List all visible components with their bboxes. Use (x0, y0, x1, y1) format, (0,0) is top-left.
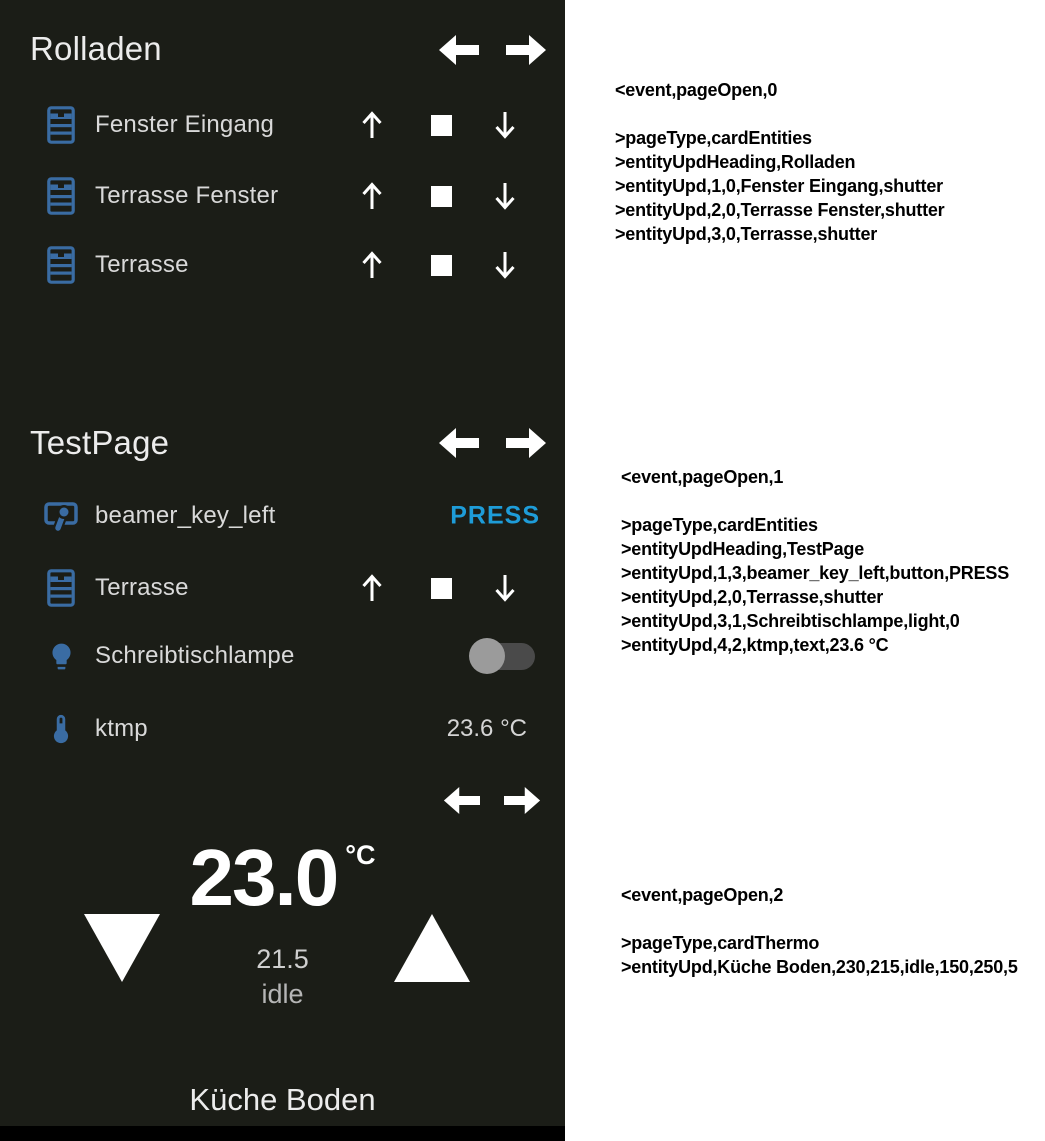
shutter-up-button[interactable] (355, 179, 389, 213)
current-temperature (0, 832, 565, 924)
entity-row (0, 168, 565, 224)
stop-square-icon (431, 578, 452, 599)
hvac-state: idle (261, 979, 304, 1009)
log-line: >entityUpdHeading,TestPage (621, 539, 865, 559)
entity-label: Fenster Eingang (95, 111, 275, 138)
window-shutter-icon (43, 176, 79, 216)
protocol-log (565, 0, 1045, 1141)
up-arrow-icon (359, 109, 385, 141)
log-line: >entityUpd,1,3,beamer_key_left,button,PRESS (621, 563, 1010, 583)
down-arrow-icon (492, 249, 518, 281)
up-arrow-icon (359, 249, 385, 281)
shutter-up-button[interactable] (355, 108, 389, 142)
shutter-up-button[interactable] (355, 571, 389, 605)
entity-label: Terrasse Fenster (95, 182, 279, 209)
entity-label: ktmp (95, 715, 148, 742)
page-next-button[interactable] (506, 427, 547, 459)
shutter-down-button[interactable] (488, 248, 522, 282)
entity-label: Terrasse (95, 574, 189, 601)
shutter-down-button[interactable] (488, 179, 522, 213)
shutter-stop-button[interactable] (424, 179, 458, 213)
log-line: >pageType,cardEntities (615, 128, 812, 148)
log-line: >entityUpdHeading,Rolladen (615, 152, 856, 172)
log-event-line: <event,pageOpen,2 (621, 885, 784, 905)
log-line: >pageType,cardEntities (621, 515, 818, 535)
shutter-stop-button[interactable] (424, 248, 458, 282)
page-prev-button[interactable] (438, 34, 479, 66)
entity-row (0, 97, 565, 153)
log-line: >entityUpd,Küche Boden,230,215,idle,150,250,5 (621, 957, 1018, 977)
page-next-button[interactable] (506, 34, 547, 66)
log-block-page0 (615, 78, 945, 246)
log-block-page2 (621, 883, 1018, 979)
shutter-down-button[interactable] (488, 108, 522, 142)
arrow-right-icon (504, 784, 541, 817)
page-next-button[interactable] (504, 784, 541, 817)
arrow-left-icon (438, 427, 479, 459)
window-shutter-icon (43, 245, 79, 285)
stop-square-icon (431, 255, 452, 276)
toggle-knob (469, 638, 505, 674)
log-line: >entityUpd,3,0,Terrasse,shutter (615, 224, 878, 244)
up-arrow-icon (359, 572, 385, 604)
entity-label: Terrasse (95, 251, 189, 278)
entity-row (0, 560, 565, 616)
stop-square-icon (431, 186, 452, 207)
thermostat-title: Küche Boden (189, 1082, 376, 1117)
window-shutter-icon (43, 568, 79, 608)
log-gap (621, 489, 1009, 513)
temperature-unit: °C (345, 840, 376, 870)
log-block-page1 (621, 465, 1009, 657)
log-line: >entityUpd,1,0,Fenster Eingang,shutter (615, 176, 943, 196)
current-temperature-value: 23.0 (189, 833, 338, 922)
arrow-right-icon (506, 427, 547, 459)
page-title: TestPage (30, 424, 170, 461)
thermometer-icon (43, 709, 79, 749)
light-toggle[interactable] (469, 637, 535, 675)
up-arrow-icon (359, 180, 385, 212)
stop-square-icon (431, 115, 452, 136)
arrow-right-icon (506, 34, 547, 66)
page-prev-button[interactable] (443, 784, 480, 817)
shutter-stop-button[interactable] (424, 571, 458, 605)
arrow-left-icon (443, 784, 480, 817)
log-event-line: <event,pageOpen,1 (621, 467, 784, 487)
log-event-line: <event,pageOpen,0 (615, 80, 778, 100)
press-button[interactable]: PRESS (450, 501, 540, 530)
log-line: >entityUpd,2,0,Terrasse,shutter (621, 587, 884, 607)
log-line: >entityUpd,3,1,Schreibtischlampe,light,0 (621, 611, 960, 631)
page-title: Rolladen (30, 30, 162, 67)
log-line: >entityUpd,4,2,ktmp,text,23.6 °C (621, 635, 889, 655)
log-line: >pageType,cardThermo (621, 933, 820, 953)
entity-row (0, 237, 565, 293)
shutter-up-button[interactable] (355, 248, 389, 282)
shutter-down-button[interactable] (488, 571, 522, 605)
target-temperature: 21.5 (256, 944, 309, 974)
page-prev-button[interactable] (438, 427, 479, 459)
entity-label: Schreibtischlampe (95, 642, 295, 669)
entity-label: beamer_key_left (95, 502, 276, 529)
log-line: >entityUpd,2,0,Terrasse Fenster,shutter (615, 200, 945, 220)
down-arrow-icon (492, 109, 518, 141)
shutter-stop-button[interactable] (424, 108, 458, 142)
gesture-tap-button-icon (43, 496, 79, 536)
entity-row (0, 628, 565, 684)
sensor-value: 23.6 °C (446, 715, 527, 742)
log-gap (621, 907, 1018, 931)
down-arrow-icon (492, 572, 518, 604)
log-gap (615, 102, 945, 126)
down-arrow-icon (492, 180, 518, 212)
arrow-left-icon (438, 34, 479, 66)
entity-row (0, 701, 565, 757)
window-shutter-icon (43, 105, 79, 145)
lightbulb-icon (43, 636, 79, 676)
bottom-black-bar (0, 1126, 565, 1141)
entity-row (0, 488, 565, 544)
